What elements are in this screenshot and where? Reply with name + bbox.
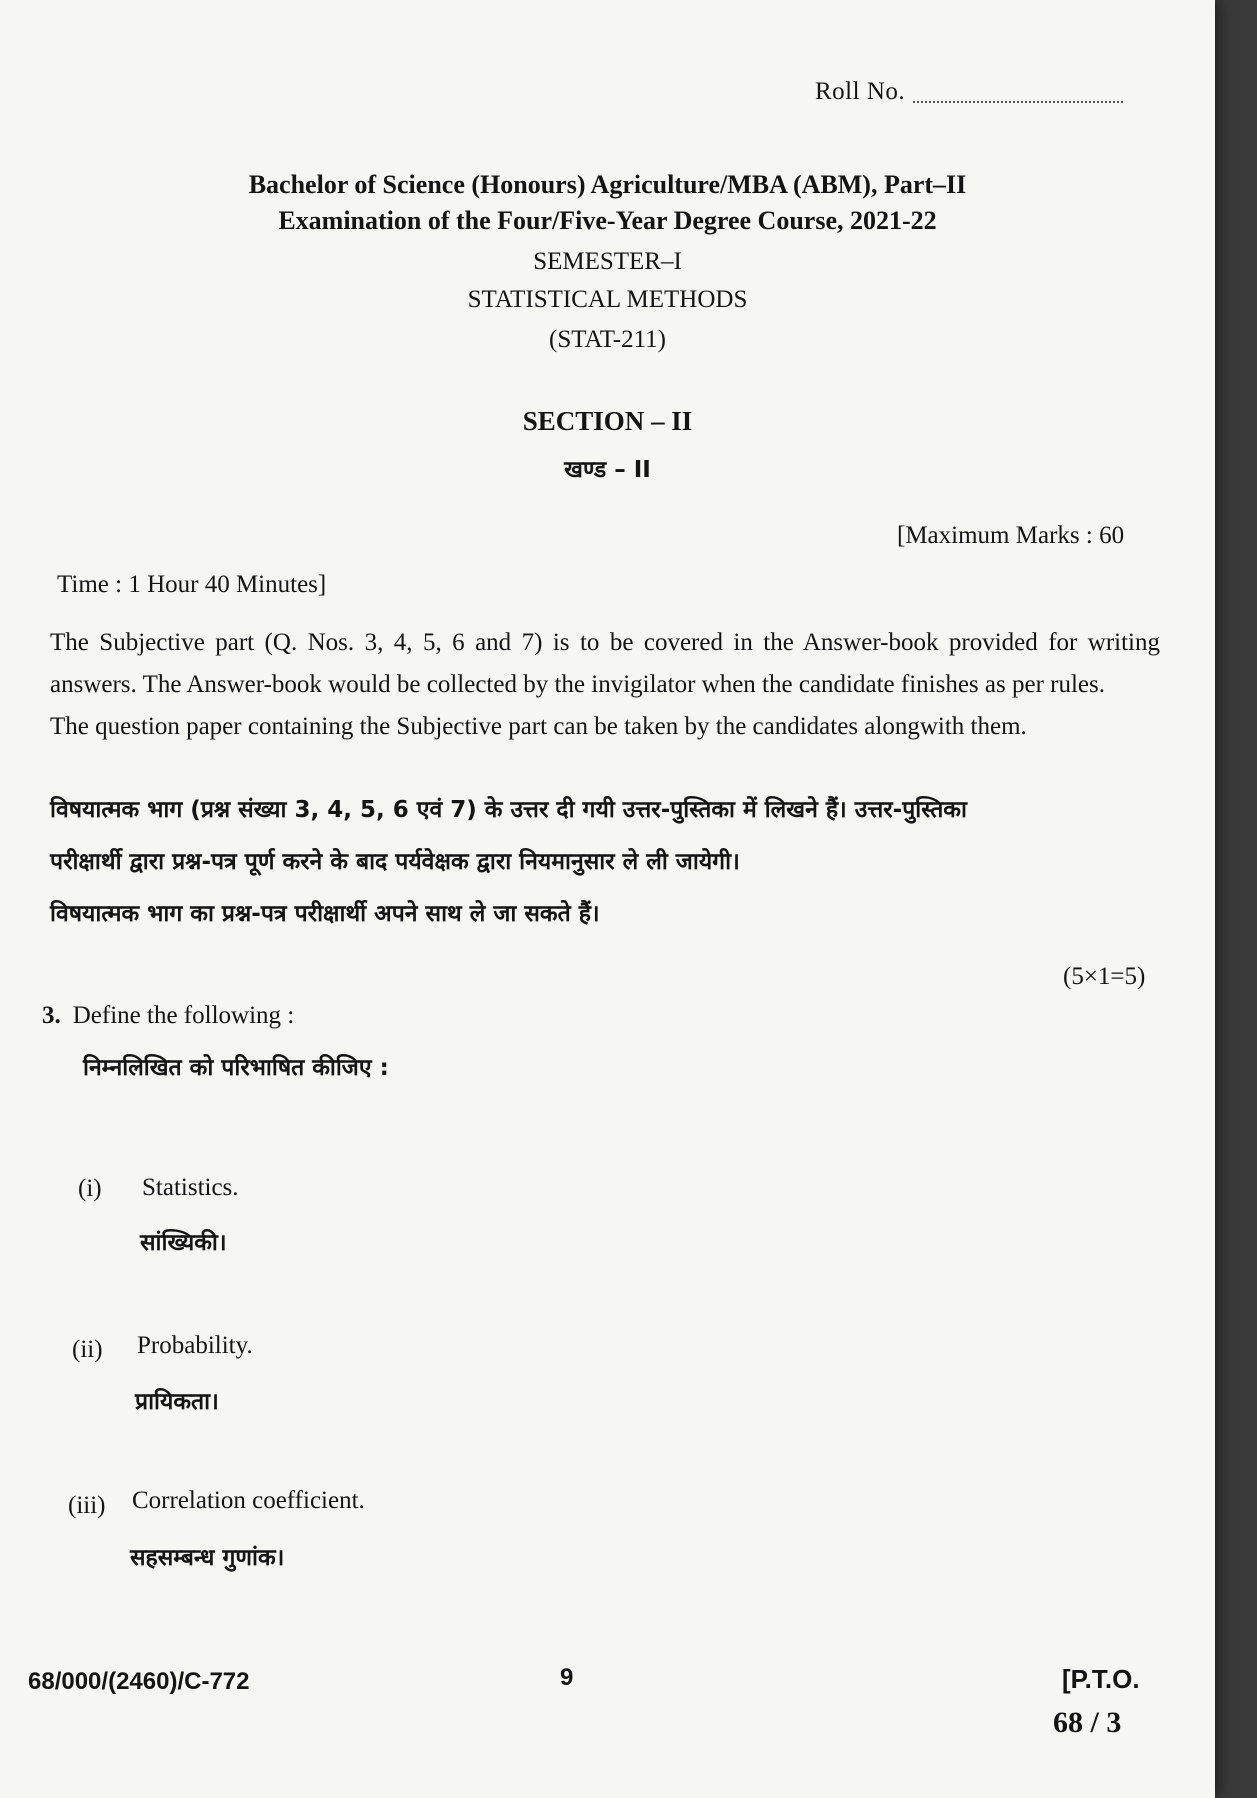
instructions-english bbox=[50, 622, 1160, 748]
item-number: (ii) bbox=[72, 1336, 103, 1363]
instruction-hi-3: विषयात्मक भाग का प्रश्न-पत्र परीक्षार्थी अपने साथ ले जा सकते हैं। bbox=[50, 901, 600, 927]
item-text: Statistics. bbox=[142, 1174, 239, 1201]
semester-title: SEMESTER–I bbox=[533, 248, 682, 275]
sheet-number: 68 / 3 bbox=[1053, 1706, 1122, 1739]
question-text-hindi: निम्नलिखित को परिभाषित कीजिए : bbox=[83, 1055, 389, 1081]
instructions-hindi bbox=[50, 784, 1170, 940]
item-text: Probability. bbox=[137, 1332, 253, 1359]
section-title: SECTION – II bbox=[522, 406, 693, 436]
paper-code: 68/000/(2460)/C-772 bbox=[28, 1668, 250, 1695]
roll-label: Roll No. bbox=[815, 78, 906, 105]
item-text: Correlation coefficient. bbox=[132, 1487, 365, 1514]
question-text: Define the following : bbox=[72, 1002, 295, 1029]
degree-title-line2: Examination of the Four/Five-Year Degree Course, 2021-22 bbox=[278, 206, 937, 235]
item-number: (iii) bbox=[68, 1492, 106, 1519]
item-number: (i) bbox=[78, 1175, 102, 1202]
question-marks: (5×1=5) bbox=[1063, 963, 1146, 990]
instruction-en-1: The Subjective part (Q. Nos. 3, 4, 5, 6 and 7) is to be covered in the Answer-book provided for writing answers. The Answer-book would be collected by the invigilator when the candidate finishes as per rules. bbox=[50, 629, 1160, 698]
please-turn-over: [P.T.O. bbox=[1062, 1664, 1140, 1694]
item-text-hindi: सांख्यिकी। bbox=[140, 1230, 227, 1256]
roll-number-field bbox=[815, 78, 1123, 106]
instruction-hi-2: परीक्षार्थी द्वारा प्रश्न-पत्र पूर्ण करने के बाद पर्यवेक्षक द्वारा नियमानुसार ले ली जायेगी। bbox=[50, 849, 740, 875]
item-text-hindi: प्रायिकता। bbox=[135, 1389, 219, 1415]
section-title-hindi: खण्ड – II bbox=[564, 457, 651, 483]
instruction-en-2: The question paper containing the Subjective part can be taken by the candidates alongwith them. bbox=[50, 713, 1027, 740]
item-text-hindi: सहसम्बन्ध गुणांक। bbox=[130, 1545, 285, 1571]
subject-title: STATISTICAL METHODS bbox=[467, 286, 748, 313]
degree-title-line1: Bachelor of Science (Honours) Agriculture/MBA (ABM), Part–II bbox=[248, 170, 967, 199]
subject-code: (STAT-211) bbox=[549, 326, 666, 353]
maximum-marks: [Maximum Marks : 60 bbox=[897, 522, 1125, 549]
page-number: 9 bbox=[560, 1664, 574, 1691]
question-3 bbox=[42, 1002, 294, 1030]
question-number: 3. bbox=[42, 1002, 61, 1029]
instruction-hi-1: विषयात्मक भाग (प्रश्न संख्या 3, 4, 5, 6 एवं 7) के उत्तर दी गयी उत्तर-पुस्तिका में लिखने हैं। उत्तर-पुस्तिका bbox=[50, 797, 967, 823]
roll-dotted-line bbox=[913, 101, 1123, 103]
time-allowed: Time : 1 Hour 40 Minutes] bbox=[57, 571, 327, 598]
